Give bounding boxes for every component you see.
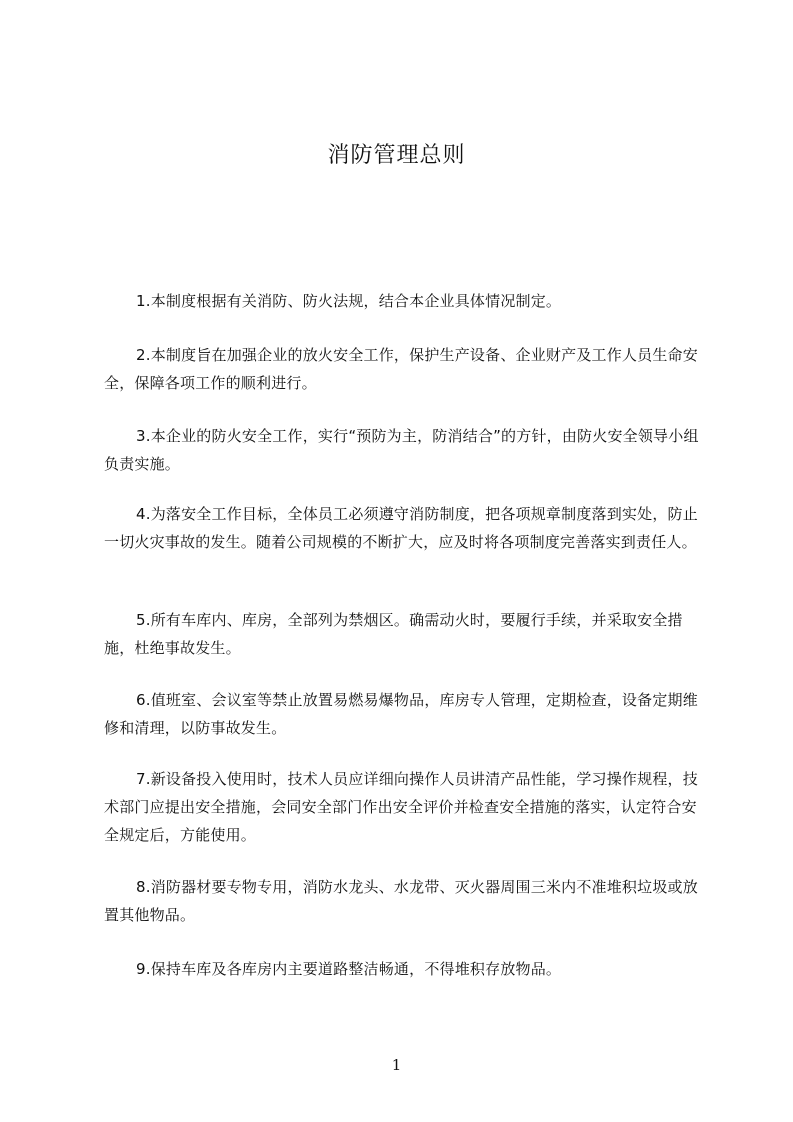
clause-2: 2.本制度旨在加强企业的放火安全工作，保护生产设备、企业财产及工作人员生命安全，保障各项工作的顺利进行。: [104, 346, 698, 392]
clause-4: 4.为落安全工作目标，全体员工必须遵守消防制度，把各项规章制度落到实处，防止一切火灾事故的发生。随着公司规模的不断扩大，应及时将各项制度完善落实到责任人。: [104, 505, 698, 551]
clause-6: 6.值班室、会议室等禁止放置易燃易爆物品，库房专人管理，定期检查，设备定期维修和清理，以防事故发生。: [104, 691, 698, 737]
clause-1: 1.本制度根据有关消防、防火法规，结合本企业具体情况制定。: [136, 292, 562, 310]
clause-8: 8.消防器材要专物专用，消防水龙头、水龙带、灭火器周围三米内不准堆积垃圾或放置其他物品。: [104, 878, 698, 924]
clause-7: 7.新设备投入使用时，技术人员应详细向操作人员讲清产品性能，学习操作规程，技术部门应提出安全措施，会同安全部门作出安全评价并检查安全措施的落实，认定符合安全规定后，方能使用。: [104, 770, 698, 844]
clause-5: 5.所有车库内、库房，全部列为禁烟区。确需动火时，要履行手续，并采取安全措施，杜绝事故发生。: [104, 611, 683, 657]
page-number: 1: [391, 1056, 402, 1074]
clause-3: 3.本企业的防火安全工作，实行“预防为主，防消结合”的方针，由防火安全领导小组负责实施。: [104, 427, 699, 473]
document-title: 消防管理总则: [327, 143, 466, 168]
clause-9: 9.保持车库及各库房内主要道路整洁畅通，不得堆积存放物品。: [136, 960, 562, 978]
